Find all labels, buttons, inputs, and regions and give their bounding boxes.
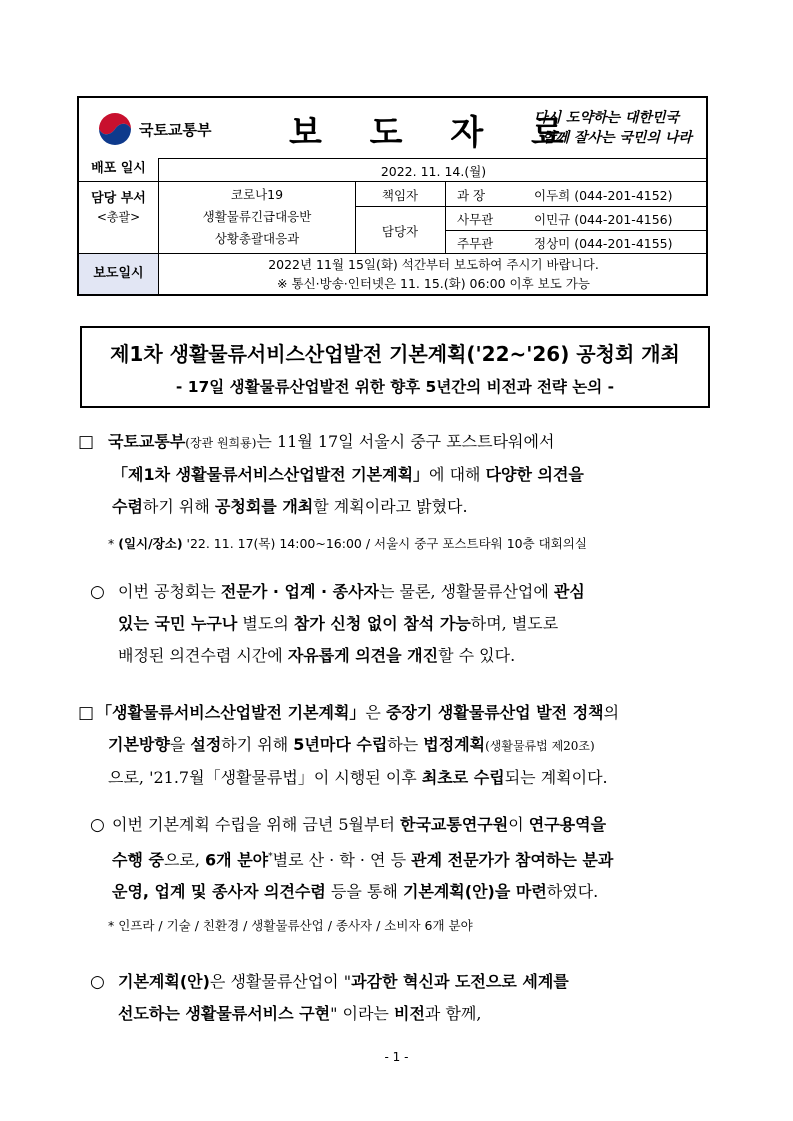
ministry-logo-icon <box>97 111 133 147</box>
page-number: - 1 - <box>384 1050 409 1064</box>
contact-role: 과 장 <box>457 188 486 203</box>
department-name-3: 상황총괄대응과 <box>214 231 300 246</box>
headline-subtitle: - 17일 생활물류산업발전 위한 향후 5년간의 비전과 전략 논의 - <box>175 378 615 396</box>
staff-label: 담당자 <box>381 224 419 239</box>
responsible-label: 책임자 <box>381 188 419 203</box>
paragraph-3: 「생활물류서비스산업발전 기본계획」은 중장기 생활물류산업 발전 정책의 기본방향을 설정하기 위해 5년마다 수립하는 법정계획(생활물류법 제20조) 으로, '21.7월「생활물류법」이 시행된 이후 최초로 수립되는 계획이다. <box>96 703 620 787</box>
embargo-line-2: ※ 통신·방송·인터넷은 11. 15.(화) 06:00 이후 보도 가능 <box>277 276 590 291</box>
press-header-table <box>77 96 708 296</box>
box-bullet-icon: □ <box>78 432 95 452</box>
paragraph-2: 이번 공청회는 전문가 · 업계 · 종사자는 물론, 생활물류산업에 관심 있는 국민 누구나 별도의 참가 신청 없이 참석 가능하며, 별도로 배정된 의견수렴 시간에 자유롭게 의견을 개진할 수 있다. <box>118 582 585 665</box>
embargo-line-1: 2022년 11월 15일(화) 석간부터 보도하여 주시기 바랍니다. <box>268 257 599 272</box>
embargo-row <box>79 254 706 294</box>
government-slogan <box>534 108 692 148</box>
box-bullet-icon: □ <box>78 703 95 723</box>
contact-name: 이두희 (044-201-4152) <box>534 188 673 203</box>
distribution-label: 배포 일시 <box>79 158 159 181</box>
distribution-date: 2022. 11. 14.(월) <box>380 164 487 179</box>
headline-title: 제1차 생활물류서비스산업발전 기본계획('22~'26) 공청회 개최 <box>110 342 680 366</box>
ministry-name: 국토교통부 <box>139 121 212 139</box>
headline-box <box>80 326 710 408</box>
distribution-row <box>79 158 706 182</box>
circle-bullet-icon: ○ <box>90 582 105 602</box>
department-sub-label: <총괄> <box>96 210 141 224</box>
press-release-title: 보 도 자 료 <box>289 113 582 153</box>
circle-bullet-icon: ○ <box>90 815 105 835</box>
department-row <box>79 182 706 254</box>
paragraph-4: 이번 기본계획 수립을 위해 금년 5월부터 한국교통연구원이 연구용역을 수행 중으로, 6개 분야*별로 산 · 학 · 연 등 관계 전문가가 참여하는 분과 운영, 업계 및 종사자 의견수렴 등을 통해 기본계획(안)을 마련하였다. <box>112 815 614 902</box>
contact-role: 사무관 <box>457 212 494 227</box>
contact-name: 정상미 (044-201-4155) <box>534 236 673 251</box>
paragraph-1: 국토교통부(장관 원희룡)는 11월 17일 서울시 중구 포스트타워에서 「제1차 생활물류서비스산업발전 기본계획」에 대해 다양한 의견을 수렴하기 위해 공청회를 개최할 계획이라고 밝혔다. <box>108 432 584 516</box>
note-schedule: * (일시/장소) '22. 11. 17(목) 14:00~16:00 / 서울시 중구 포스트타워 10층 대회의실 <box>108 536 587 551</box>
header-banner <box>79 98 706 159</box>
contact-role: 주무관 <box>457 236 494 251</box>
note-fields: * 인프라 / 기술 / 친환경 / 생활물류산업 / 종사자 / 소비자 6개 분야 <box>108 918 473 933</box>
department-label: 담당 부서 <box>91 191 146 206</box>
embargo-label: 보도일시 <box>79 254 159 294</box>
department-name-1: 코로나19 <box>230 187 284 202</box>
embargo-text <box>159 255 708 293</box>
slogan-line-2: 함께 잘사는 국민의 나라 <box>542 130 692 146</box>
department-name-2: 생활물류긴급대응반 <box>202 209 312 224</box>
slogan-line-1: 다시 도약하는 대한민국 <box>534 110 679 126</box>
department-label-cell <box>79 182 159 253</box>
paragraph-5: 기본계획(안)은 생활물류산업이 "과감한 혁신과 도전으로 세계를 선도하는 생활물류서비스 구현" 이라는 비전과 함께, <box>118 972 569 1023</box>
circle-bullet-icon: ○ <box>90 972 105 992</box>
contact-name: 이민규 (044-201-4156) <box>534 212 673 227</box>
department-names <box>159 184 355 250</box>
